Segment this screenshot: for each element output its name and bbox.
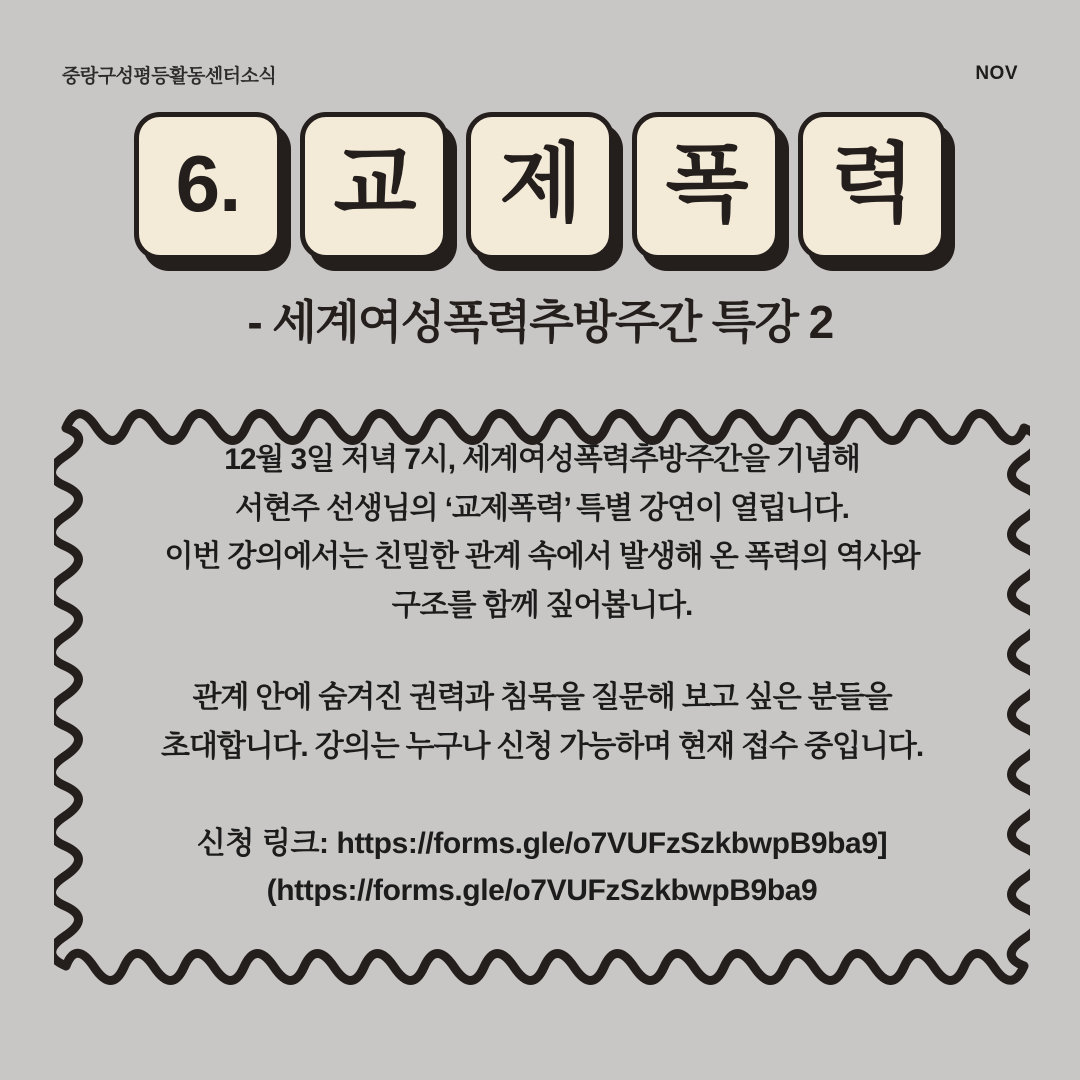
paragraph-2-line-2: 초대합니다. 강의는 누구나 신청 가능하며 현재 접수 중입니다. xyxy=(160,729,924,763)
title-tile-5 xyxy=(798,112,946,260)
paragraph-1 xyxy=(98,436,986,630)
paragraph-2-line-1: 관계 안에 숨겨진 권력과 침묵을 질문해 보고 싶은 분들을 xyxy=(192,681,892,715)
application-link-line-2[interactable]: (https://forms.gle/o7VUFzSzkbwpB9ba9 xyxy=(266,873,818,907)
wavy-content-box xyxy=(54,388,1030,1060)
title-tile-2-char: 교 xyxy=(333,136,415,232)
title-tile-4 xyxy=(632,112,780,260)
month-label: NOV xyxy=(975,63,1018,84)
paragraph-1-line-3: 이번 강의에서는 친밀한 관계 속에서 발생해 온 폭력의 역사와 xyxy=(164,540,920,574)
paragraph-1-line-2: 서현주 선생님의 ‘교제폭력’ 특별 강연이 열립니다. xyxy=(235,491,849,525)
title-tile-2 xyxy=(300,112,448,260)
application-link-block[interactable] xyxy=(98,820,986,915)
title-tile-3 xyxy=(466,112,614,260)
title-tile-4-char: 폭 xyxy=(665,136,747,232)
title-tile-1 xyxy=(134,112,282,260)
title-tile-5-char: 력 xyxy=(831,136,913,232)
newsletter-kicker: 중랑구성평등활동센터소식 xyxy=(62,65,277,87)
body-text-block xyxy=(98,436,986,914)
paragraph-1-line-1: 12월 3일 저녁 7시, 세계여성폭력추방주간을 기념해 xyxy=(224,443,860,476)
page-subtitle: - 세계여성폭력추방주간 특강 2 xyxy=(247,296,833,348)
title-tiles xyxy=(0,112,1080,260)
paragraph-2 xyxy=(98,674,986,771)
application-link-line-1[interactable]: 신청 링크: https://forms.gle/o7VUFzSzkbwpB9ba9] xyxy=(196,826,888,860)
paragraph-1-line-4: 구조를 함께 짚어봅니다. xyxy=(391,588,693,622)
title-tile-1-char: 6. xyxy=(175,139,241,228)
header-bar xyxy=(0,56,1080,92)
title-tile-3-char: 제 xyxy=(499,136,581,232)
